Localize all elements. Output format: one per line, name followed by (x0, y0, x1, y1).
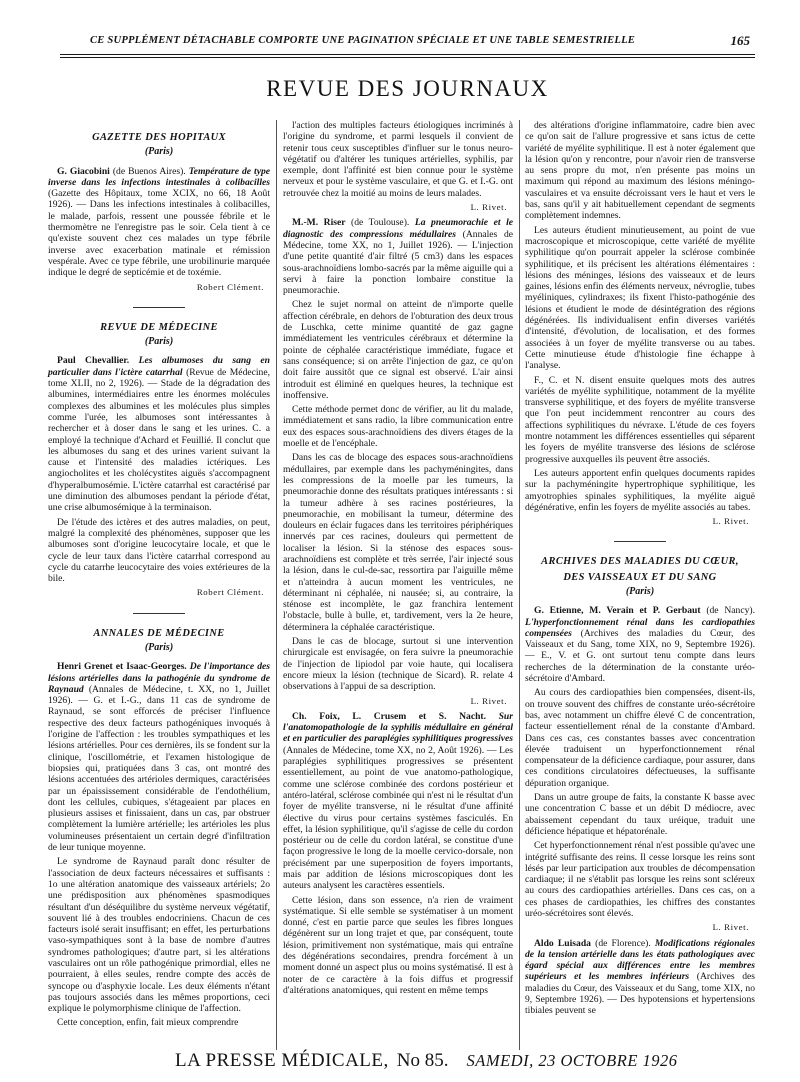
article-paragraph: Au cours des cardiopathies bien compensées, disent-ils, on trouve souvent des chiffres de constante uréo-sécrétoire bas, avec notamment un chiffre élevé C de concentration, facteur essentiellement rénal de la constante d'Ambard. Dans ces cas, ces constantes basses avec concentration élevée traduisent un hyperfonctionnement rénal compensateur de la déficience cardiaque, pour assurer, dans ces conditions circulatoires défectueuses, la suffisante dépuration organique. (525, 687, 755, 789)
article-grenet: Henri Grenet et Isaac-Georges. De l'importance des lésions artérielles dans la pathogénie du syndrome de Raynaud (Annales de Médecine, t. XX, no 1, Juillet 1926). — G. et I.-G., dans 11 cas de syndrome de Raynaud, se sont efforcés de préciser l'influence respective des deux facteurs pathogéniques invoqués à l'origine de l'affection : les troubles sympathiques et les lésions artérielles. Pour ces dernières, ils se fondent sur la clinique, l'oscillométrie, et l'examen histologique de biopsies qui, pratiquées dans 3 cas, ont montré des lésions accentuées des artérioles dermiques, caractérisées par un épaississement considérable de l'endothélium, dont les cellules, cubiques, s'étageaient par places en plusieurs assises et finissaient, dans un cas, par obstruer complètement la lumière artérielle; les artérioles les plus volumineuses présentaient un certain degré d'infiltration de leur tunique moyenne. (48, 661, 270, 854)
section-title-archives-coeur-line2: DES VAISSEAUX ET DU SANG (563, 571, 717, 583)
column-separator-1 (276, 120, 277, 1050)
article-paragraph: Cette conception, enfin, fait mieux comprendre (57, 1017, 239, 1029)
page-footer (175, 1050, 775, 1074)
section-divider (133, 613, 185, 614)
section-divider (133, 307, 185, 308)
article-paragraph: Dans un autre groupe de faits, la constante K basse avec une concentration C basse et un débit D médiocre, avec abaissement cependant du taux uréique, traduit une déficience hépatique et hépatorénale. (525, 792, 755, 837)
article-paragraph: Cette lésion, dans son essence, n'a rien de vraiment systématique. Si elle semble se systématiser à un moment donné, c'est en partie parce que seules les fibres longues dégénèrent sur un long trajet et que, par conséquent, toute lésion, primitivement non systématique, mais qui entraîne des dégénérations secondaires, prendra forcément à un moment donné un aspect plus ou moins systématisé. Il est à noter de ce caractère à la fois diffus et progressif d'altérations anatomiques, qui restent en même temps (283, 894, 513, 996)
article-chevallier: Paul Chevallier. Les albumoses du sang en particulier dans l'ictère catarrhal (Revue de Médecine, tome XLII, no 2, 1926). — Stade de la dégradation des albumines, intermédiaires entre les énormes molécules complexes des albumines et les molécules plus simples comme l'urée, les albumoses sont intéressantes à rechercher et à doser dans le sang et les urines. C. a employé la technique d'Achard et Feuillié. Il conclut que les albumoses du sang et des urines varient suivant la cause et l'intensité des maladies ictériques. Les angiocholites et les cholécystites aiguës s'accompagnent d'hyperalbumosémie. L'ictère catarrhal est caractérisé par une diminution des albumoses pendant la période d'état, une crise albumosémique à la terminaison. (48, 355, 271, 514)
article-paragraph: Les auteurs apportent enfin quelques documents rapides sur la pachyméningite hypertrophique syphilitique, les amyotrophies spinales syphilitiques, la myélite aiguë dégénérative, enfin les foyers de myélite associés au tabes. (525, 467, 755, 513)
footer-date: SAMEDI, 23 OCTOBRE 1926 (466, 1051, 678, 1070)
footer-journal-name: LA PRESSE MÉDICALE, (175, 1050, 389, 1071)
column-3 (525, 120, 755, 1020)
section-city: (Paris) (625, 585, 655, 597)
column-1 (48, 124, 270, 1032)
column-2 (283, 120, 513, 999)
signature: Robert Clément. (196, 281, 264, 292)
article-paragraph: l'action des multiples facteurs étiologiques incriminés à l'origine du syndrome, et parmi lesquels il convient de retenir tous ceux susceptibles d'influer sur le tonus neuro-végétatif ou d'altérer les tuniques artérielles, syphilis, par exemple, dont l'affinité est bien connue pour le système nerveux et pour le système vasculaire, et que G. et I.-G. ont retrouvée chez la moitié au moins de leurs malades. (283, 120, 513, 199)
signature: L. Rivet. (712, 922, 749, 933)
signature: L. Rivet. (470, 695, 507, 706)
section-city: (Paris) (144, 146, 174, 158)
column-separator-2 (519, 120, 520, 1050)
article-paragraph: Cet hyperfonctionnement rénal n'est possible qu'avec une intégrité suffisante des reins. Il cesse lorsque les reins sont lésés par leur participation aux troubles de décompensation cardiaque; il ne s'établit pas lorsque les reins sont scléreux au cours des cardiopathies artérielles. Dans ces cas, on a ces phases de cardiopathies, les chiffres des constantes uréo-sécrétoires sont élevés. (525, 840, 755, 919)
section-city: (Paris) (144, 336, 174, 348)
article-etienne: G. Etienne, M. Verain et P. Gerbaut (de Nancy). L'hyperfonctionnement rénal dans les cardiopathies compensées (Archives des maladies du Cœur, des Vaisseaux et du Sang, tome XIX, no 9, Septembre 1926). — E., V. et G. ont surtout tenu compte dans leurs recherches de la détermination de la constante uréo-sécrétoire d'Ambard. (525, 605, 755, 685)
journal-title: REVUE DES JOURNAUX (266, 76, 549, 101)
article-paragraph: des altérations d'origine inflammatoire, cadre bien avec ce qu'on sait de l'allure progressive et sans ictus de cette variété de myélite syphilitique. Il est à noter également que la lésion qu'on y rencontre, pour n'avoir rien de transverse au sens propre du mot, n'en présente pas moins un maximum qui répond au maximum des lésions méningo-vasculaires et va ensuite décroissant vers le haut et vers le bas, sans qu'il y ait habituellement cependant de segments complètement indemnes. (525, 120, 755, 222)
article-paragraph: Cette méthode permet donc de vérifier, au lit du malade, immédiatement et sans radio, la libre communication entre eux des espaces sous-arachnoïdiens des divers étages de la moelle et de l'encéphale. (283, 404, 513, 450)
article-paragraph: F., C. et N. disent ensuite quelques mots des autres variétés de myélite syphilitique, notamment de la myélite transverse syphilitique, et des foyers de myélite transverse que l'on peut incidemment rencontrer au cours des affections syphilitiques du névraxe. L'étude de ces foyers montre notamment les différences essentielles qui séparent les foyers de myélite transverse des lésions de sclérose progressive auxquelles ils peuvent être associés. (525, 374, 755, 465)
article-giacobini: G. Giacobini (de Buenos Aires). Température de type inverse dans les infections intestinales à colibacilles (Gazette des Hôpitaux, tome XCIX, no 66, 18 Août 1926). — Dans les infections intestinales à colibacilles, le malade, parfois, ressent une poussée fébrile et le thermomètre ne l'enregistre pas le soir. Cela tient à ce qu'existe souvent chez ces malades un type fébrile inverse avec exacerbation matinale et rémission vespérale. Avec ce type fébrile, une urobilinurie marquée indique le degré de septicémie et de toxémie. (48, 165, 271, 279)
header-rule-top (60, 54, 755, 55)
section-title-gazette: GAZETTE DES HOPITAUX (92, 132, 226, 143)
running-head-text: CE SUPPLÉMENT DÉTACHABLE COMPORTE UNE PAGINATION SPÉCIALE ET UNE TABLE SEMESTRIELLE (90, 35, 636, 46)
section-title-archives-coeur: ARCHIVES DES MALADIES DU CŒUR, (541, 556, 739, 568)
section-city: (Paris) (144, 641, 174, 653)
article-paragraph: Chez le sujet normal on atteint de n'importe quelle affection cérébrale, en dehors de l'obturation des deux trous de Luschka, cette minime quantité de gaz gagne immédiatement les ventricules cérébraux et détermine la pointe de céphalée caractéristique immédiate, fugace et sans conséquence; si on arrête l'injection de gaz, ce qu'on doit faire aussitôt que ce signal est observé. L'air ainsi introduit est éliminé en quelques heures, la technique est inoffensive. (283, 299, 513, 401)
article-luisada: Aldo Luisada (de Florence). Modifications régionales de la tension artérielle dans les états pathologiques avec égard spécial aux différences entre les membres supérieurs et les membres inférieurs (Archives des maladies du Cœur, des Vaisseaux et du Sang, tome XIX, no 9, Septembre 1926). — Des hypotensions et hypertensions tibiales peuvent se (525, 937, 756, 1017)
running-head (60, 33, 750, 51)
footer-issue-number: No 85. (396, 1050, 449, 1071)
signature: L. Rivet. (470, 202, 507, 213)
signature: Robert Clément. (196, 587, 264, 598)
article-riser: M.-M. Riser (de Toulouse). La pneumorachie et le diagnostic des compressions médullaires (Annales de Médecine, tome XX, no 1, Juillet 1926). — L'injection d'une petite quantité d'air filtré (5 cm3) dans les espaces sous-arachnoïdiens lombo-sacrés par la même aiguille qui a servi à faire la ponction lombaire constitue la pneumorachie. (283, 217, 514, 297)
section-divider (614, 541, 666, 542)
page-number: 165 (730, 33, 750, 48)
section-title-revue-medecine: REVUE DE MÉDECINE (100, 321, 218, 333)
article-paragraph: Le syndrome de Raynaud paraît donc résulter de l'association de deux facteurs nécessaires et suffisants : 1o une altération anatomique des vaisseaux artériels; 2o une prédisposition aux phénomènes spasmodiques résultant d'un déséquilibre du système nerveux végétatif, souvent lié à des troubles endocriniens. Chacun de ces facteurs isolé serait insuffisant; en effet, les perturbations vaso-sympathiques sont à la base de nombre d'autres syndromes pathologiques; d'autre part, si les altérations vasculaires ont un rôle pathogénique primordial, elles ne pourraient, à elles seules, rendre compte des accès de syncope ou d'asphyxie locale. Les deux éléments n'étant pas toujours associés dans les mêmes proportions, ceci explique le polymorphisme clinique de l'affection. (48, 856, 270, 1015)
header-rule-bottom (60, 57, 755, 58)
article-paragraph: Les auteurs étudient minutieusement, au point de vue macroscopique et microscopique, cette variété de myélite syphilitique qu'on pourrait appeler la sclérose combinée syphilitique, et ils précisent les altérations élémentaires : lésions des méninges, lésions des vaisseaux et de leurs gaines, lésions enfin des éléments nerveux, névroglie, tubes myéliniques, cylindraxes; ils fixent l'histo-pathogénie des lésions et étudient le mode de désintégration des régions dégénérées. Ils individualisent enfin diverses variétés d'intensité, d'évolution, de localisation, et des formes associées à un foyer de myélite transverse ou au tabes. Cette minutieuse étude d'histologie fine échappe à l'analyse. (525, 224, 755, 372)
signature: L. Rivet. (712, 516, 749, 527)
article-foix: Ch. Foix, L. Crusem et S. Nacht. Sur l'anatomopathologie de la syphilis médullaire en général et en particulier des paraplégies syphilitiques progressives (Annales de Médecine, tome XX, no 2, Août 1926). — Les paraplégies syphilitiques progressives se présentent essentiellement, au point de vue anatomo-pathologique, comme une sclérose combinée des cordons postérieur et antéro-latéral, sclérose combinée qui n'est ni le résultat d'un foyer de myélite transverse, ni le résultat d'une affinité élective du virus pour certains systèmes fasciculés. En effet, la lésion syphilitique, qu'il s'agisse de celle du cordon postérieur ou de celle du cordon latéral, se constitue d'une façon progressive le long de la moelle cervico-dorsale, non précisément par une superposition de foyers importants, mais par addition de lésions microscopiques dont les auteurs analysent les caractères essentiels. (283, 710, 513, 892)
article-paragraph: De l'étude des ictères et des autres maladies, on peut, malgré la complexité des phénomènes, supposer que les albumoses sont d'origine leucocytaire locale, et que le cycle de leur taux dans l'ictère catarrhal correspond au cycle du catarrhe leucocytaire des voies extérieures de la bile. (48, 516, 270, 585)
article-paragraph: Dans le cas de blocage, surtout si une intervention chirurgicale est envisagée, on fera suivre la pneumorachie de l'injection de lipiodol par voie haute, qui localisera encore mieux la lésion (technique de Sicard). R. relate 4 observations à l'appui de sa description. (283, 636, 513, 693)
section-title-annales-medecine: ANNALES DE MÉDECINE (93, 627, 225, 639)
article-paragraph: Dans les cas de blocage des espaces sous-arachnoïdiens médullaires, par exemple dans les pachyméningites, dans les compressions de la moelle par les tumeurs, la pneumorachie donne des résultats pratiques intéressants : si la tumeur adhère à ses racines postérieures, la pneumorachie, en mobilisant la tumeur, détermine des douleurs en éclair fugaces dans les territoires périphériques innervés par ces racines, douleurs qui permettent de localiser la lésion. Si la sténose des espaces sous-arachnoïdiens est complète et très serrée, l'air injecté sous la lésion, dans le cul-de-sac, ressortira par l'aiguille même et n'atteindra à aucun moment les ventricules, ne déterminant ni céphalée, ni nausée; si, au contraire, la sténose est incomplète, le gaz franchira lentement l'obstacle, bulle à bulle, et, tardivement, vers la 2e heure, déterminera la céphalée caractéristique. (283, 452, 513, 633)
